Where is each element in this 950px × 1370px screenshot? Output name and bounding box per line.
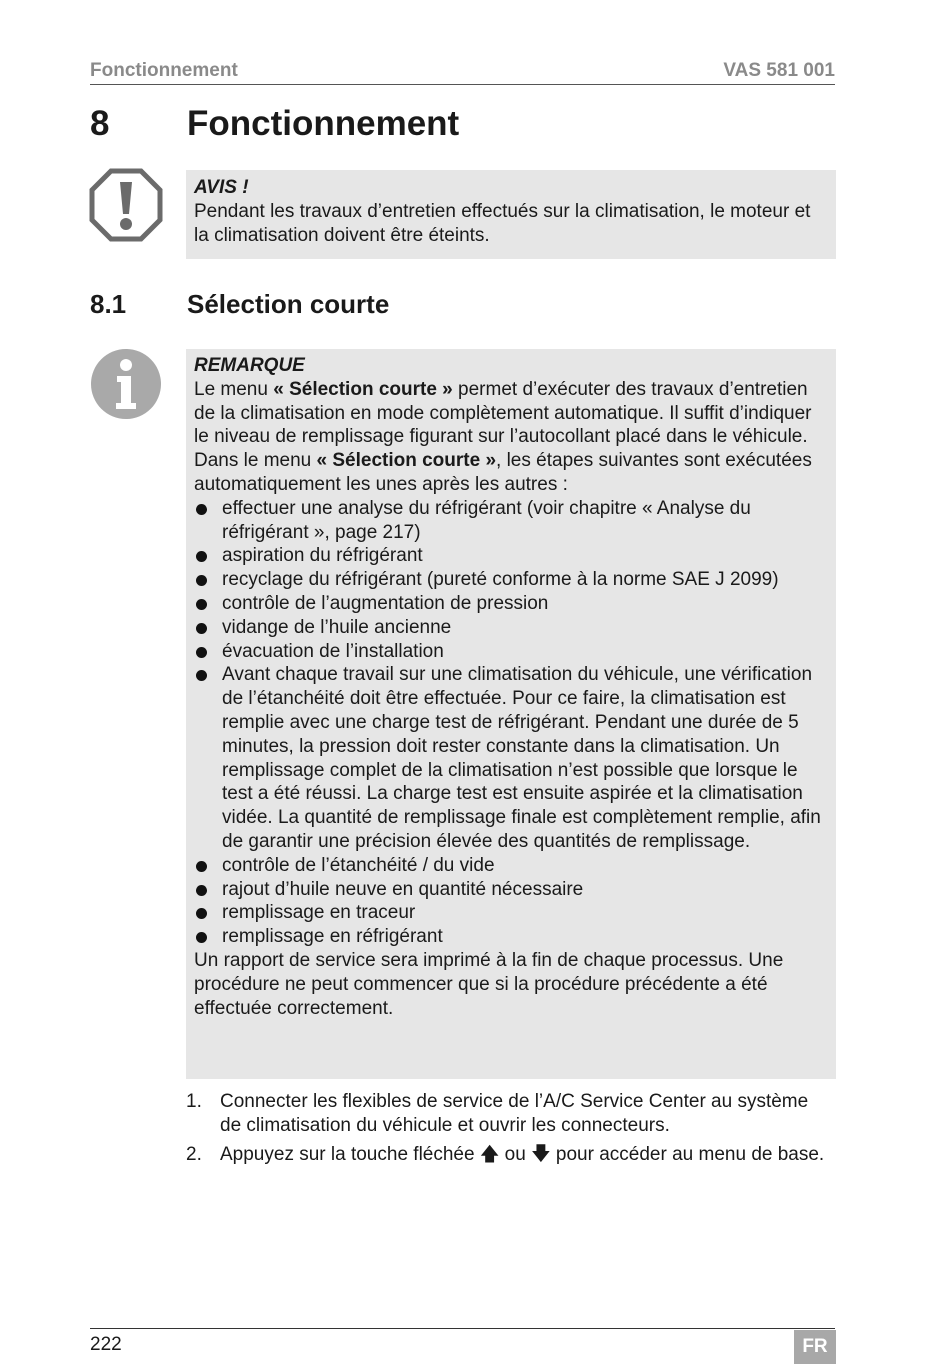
remark-box <box>186 349 836 1079</box>
list-item: vidange de l’huile ancienne <box>194 616 828 640</box>
page-number: 222 <box>90 1334 122 1355</box>
list-item: recyclage du réfrigérant (pureté conforme à la norme SAE J 2099) <box>194 568 828 592</box>
step-text: Connecter les flexibles de service de l’A/C Service Center au système de climatisation du véhicule et ouvrir les connecteurs. <box>220 1091 809 1136</box>
list-item: évacuation de l’installation <box>194 640 828 664</box>
header-doc-id: VAS 581 001 <box>723 60 835 81</box>
step-text: Appuyez sur la touche fléchée <box>220 1144 475 1165</box>
remark-step-list <box>194 497 828 949</box>
list-item: effectuer une analyse du réfrigérant (voir chapitre « Analyse du réfrigérant », page 217) <box>194 497 828 545</box>
notice-label: AVIS ! <box>194 177 249 198</box>
step-number: 2. <box>186 1144 202 1165</box>
procedure-step <box>186 1143 826 1167</box>
info-icon <box>90 348 162 420</box>
notice-text: Pendant les travaux d’entretien effectués sur la climatisation, le moteur et la climatisation doivent être éteints. <box>194 201 811 246</box>
notice-box <box>186 170 836 259</box>
step-text-connector: ou <box>504 1144 526 1165</box>
section-number: 8.1 <box>90 289 127 319</box>
page-header <box>90 58 835 85</box>
arrow-down-icon: 🡇 <box>531 1144 551 1165</box>
list-item: aspiration du réfrigérant <box>194 544 828 568</box>
language-badge: FR <box>794 1330 836 1364</box>
remark-label: REMARQUE <box>194 355 305 376</box>
list-item: Avant chaque travail sur une climatisation du véhicule, une vérification de l’étanchéité doit être effectuée. Pour ce faire, la climatisation est remplie avec une charge test de réfrigérant. Pendant une durée de 5 minutes, la pression doit rester constante dans la climatisation. Un remplissage complet de la climatisation n’est possible que lorsque le test a été réussi. La charge test est ensuite aspirée et la climatisation vidée. La quantité de remplissage finale est complètement remplie, afin de garantir une précision élevée des quantités de remplissage. <box>194 663 828 853</box>
list-item: remplissage en traceur <box>194 901 828 925</box>
list-item: contrôle de l’étanchéité / du vide <box>194 854 828 878</box>
footer-divider <box>90 1328 835 1329</box>
remark-paragraph-2: Dans le menu « Sélection courte », les étapes suivantes sont exécutées automatiquement les unes après les autres : <box>194 450 812 495</box>
chapter-number: 8 <box>90 104 110 143</box>
list-item: rajout d’huile neuve en quantité nécessaire <box>194 878 828 902</box>
arrow-up-icon: 🡅 <box>479 1144 500 1165</box>
remark-paragraph-1: Le menu « Sélection courte » permet d’exécuter des travaux d’entretien de la climatisation en mode complètement automatique. Il suffit d’indiquer le niveau de remplissage figurant sur l’autocollant placé dans le véhicule. <box>194 378 812 448</box>
header-section-title: Fonctionnement <box>90 60 238 81</box>
list-item: contrôle de l’augmentation de pression <box>194 592 828 616</box>
remark-closing: Un rapport de service sera imprimé à la fin de chaque processus. Une procédure ne peut commencer que si la procédure précédente a été effectuée correctement. <box>194 949 784 1019</box>
list-item: remplissage en réfrigérant <box>194 925 828 949</box>
section-title: Sélection courte <box>187 289 390 319</box>
step-text-end: pour accéder au menu de base. <box>555 1144 825 1165</box>
procedure-step <box>186 1090 826 1138</box>
exclamation-octagon-icon <box>89 168 163 242</box>
chapter-title: Fonctionnement <box>187 104 460 143</box>
step-number: 1. <box>186 1091 202 1112</box>
procedure-steps <box>186 1090 826 1172</box>
